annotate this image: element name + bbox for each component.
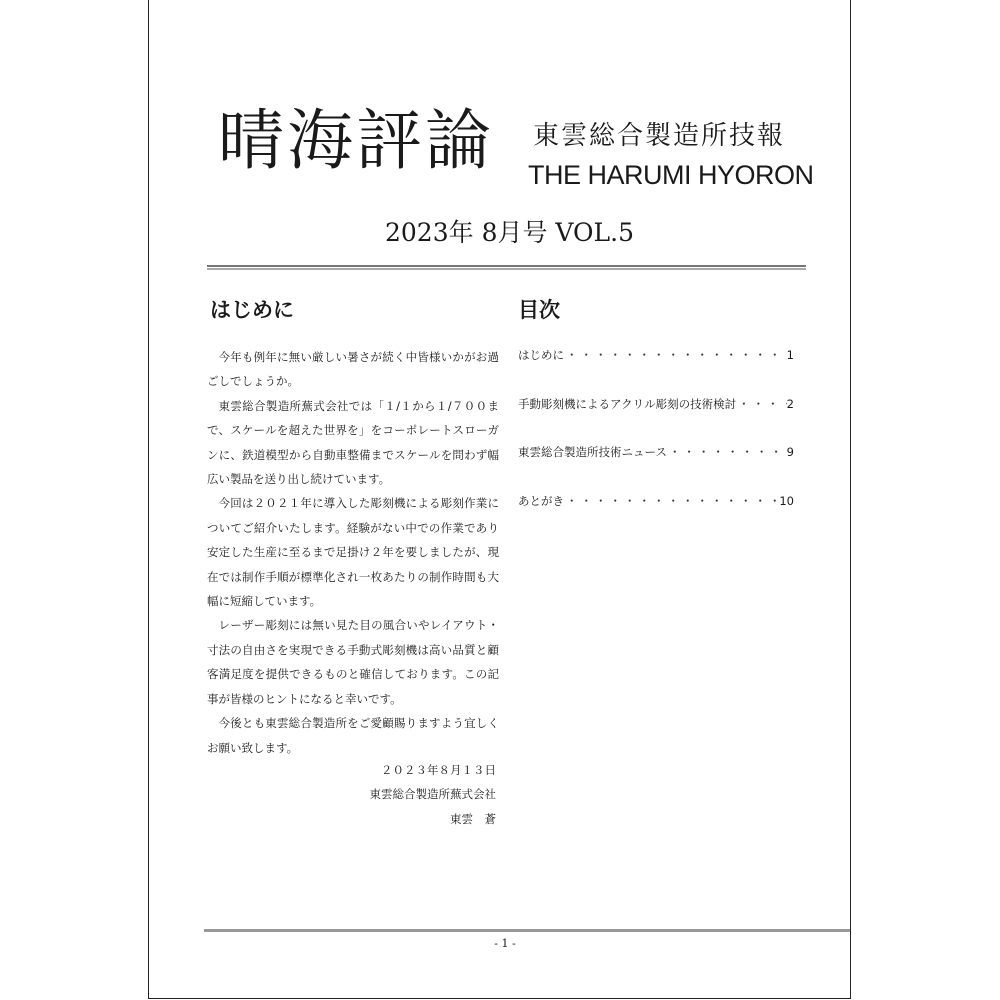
toc-item[interactable] <box>518 493 794 517</box>
toc-leader-dots <box>667 444 787 460</box>
intro-body <box>207 345 499 760</box>
masthead-title: 晴海評論 <box>218 102 494 179</box>
footer-divider <box>204 929 850 932</box>
toc-item-label: あとがき <box>518 493 564 508</box>
page-number: - 1 - <box>494 937 516 950</box>
intro-paragraph: 今後とも東雲総合製造所をご愛顧賜りますよう宜しくお願い致します。 <box>207 716 499 755</box>
intro-paragraph: 東雲総合製造所蕪式会社では「１/１から１/７００まで、スケールを超えた世界を」をコーポレートスローガンに、鉄道模型から自動車整備までスケールを問わず幅広い製品を送り出し続けています。 <box>207 398 499 487</box>
toc-item-page: 10 <box>779 493 794 508</box>
toc-leader-dots <box>736 396 787 412</box>
signature-author: 東雲 蒼 <box>450 811 496 826</box>
header-divider-shadow <box>207 268 806 270</box>
toc-item-page: 1 <box>786 348 794 362</box>
table-of-contents <box>518 347 794 541</box>
toc-item[interactable] <box>518 347 794 371</box>
toc-item[interactable] <box>518 396 794 420</box>
toc-item[interactable] <box>518 444 794 468</box>
intro-paragraph: 今年も例年に無い厳しい暑さが続く中皆様いかがお過ごしでしょうか。 <box>207 350 499 389</box>
masthead-subtitle-english: THE HARUMI HYORON <box>528 160 814 190</box>
toc-item-page: 2 <box>786 396 794 411</box>
toc-heading: 目次 <box>518 298 560 322</box>
toc-leader-dots <box>564 493 779 509</box>
toc-item-label: 手動彫刻機によるアクリル彫刻の技術検討 <box>518 396 737 411</box>
intro-paragraph: レーザー彫刻には無い見た目の風合いやレイアウト・寸法の自由さを実現できる手動式彫刻機は高い品質と顧客満足度を提供できるものと確信しております。この記事が皆様のヒントになると幸いです。 <box>207 618 499 706</box>
intro-signature <box>300 758 496 831</box>
signature-date: ２０２３年８月１３日 <box>381 763 496 777</box>
toc-item-label: 東雲総合製造所技術ニュース <box>518 445 667 459</box>
toc-leader-dots <box>564 347 787 363</box>
intro-heading: はじめに <box>210 298 294 322</box>
issue-label: 2023年 8月号 VOL.5 <box>385 218 634 247</box>
toc-item-label: はじめに <box>518 348 564 362</box>
intro-paragraph: 今回は２０２１年に導入した彫刻機による彫刻作業についてご紹介いたします。経験がない中での作業であり安定した生産に至るまで足掛け２年を要しましたが、現在では制作手順が標準化され一枚あたりの制作時間も大幅に短縮しています。 <box>207 496 499 609</box>
toc-item-page: 9 <box>786 445 794 459</box>
signature-company: 東雲総合製造所蕪式会社 <box>369 787 496 802</box>
header-divider <box>207 265 806 267</box>
masthead-subtitle-japanese: 東雲総合製造所技報 <box>533 121 786 151</box>
